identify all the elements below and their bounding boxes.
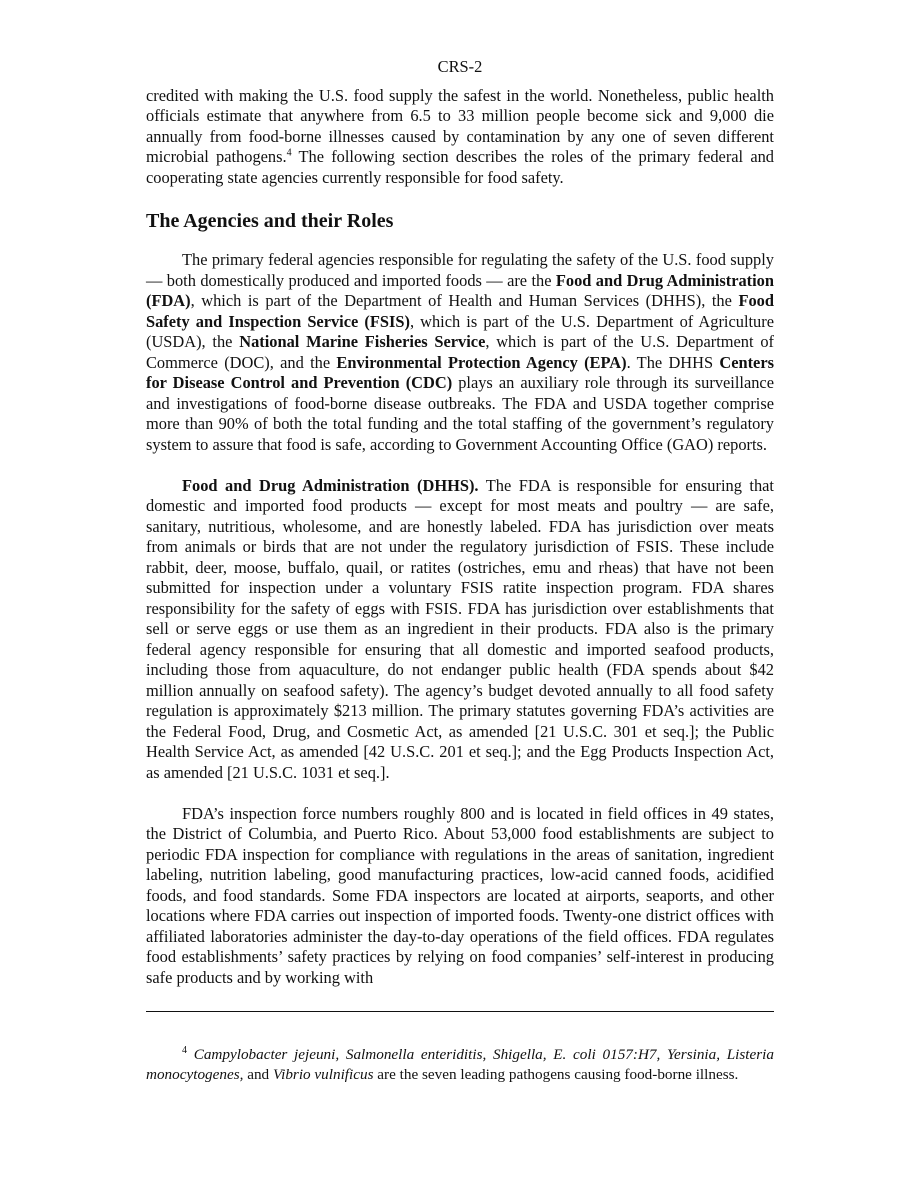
footnote-number: 4 xyxy=(182,1044,187,1056)
footnote-ref: 4 xyxy=(286,147,292,159)
footnote: $^4$ Campylobacter jejeuni, Salmonella enteriditis, Shigella, E. coli 0157:H7, Yersinia, Listeria monocytogenes, and Vibrio vulnificus are the seven leading pathogens causing food-borne illness. xyxy=(146,1044,774,1083)
paragraph-fda: Food and Drug Administration (DHHS). The FDA is responsible for ensuring that domestic and imported food products — except for most meats and poultry — are safe, sanitary, nutritious, wholesome, and are honestly labeled. FDA has jurisdiction over meats from animals or birds that are not under the regulatory jurisdiction of FSIS. These include rabbit, deer, moose, buffalo, quail, or ratites (ostriches, emu and rheas) that have not been submitted for inspection under a voluntary FSIS ratite inspection program. FDA shares responsibility for the safety of eggs with FSIS. FDA has jurisdiction over establishments that sell or serve eggs or use them as an ingredient in their products. FDA also is the primary federal agency responsible for ensuring that all domestic and imported seafood products, including those from aquaculture, do not endanger public health (FDA spends about $42 million annually on seafood safety). The agency’s budget devoted annually to all food safety regulation is approximately $213 million. The primary statutes governing FDA’s activities are the Federal Food, Drug, and Cosmetic Act, as amended [21 U.S.C. 301 et seq.]; the Public Health Service Act, as amended [42 U.S.C. 201 et seq.]; and the Egg Products Inspection Act, as amended [21 U.S.C. 1031 et seq.]. xyxy=(146,475,774,782)
footnote-divider xyxy=(146,1011,774,1012)
subsection-lead: Food and Drug Administration (DHHS). xyxy=(182,475,479,495)
page-header: CRS-2 xyxy=(437,57,483,76)
section-heading: The Agencies and their Roles xyxy=(146,210,394,232)
document-page xyxy=(146,0,774,1083)
paragraph-continuation: credited with making the U.S. food supply the safest in the world. Nonetheless, public health officials estimate that anywhere from 6.5 to 33 million people become sick and 9,000 die annually from food-borne illnesses caused by contamination by any one of seven different microbial pathogens.$^4$ The following section describes the roles of the primary federal and cooperating state agencies currently responsible for food safety. xyxy=(146,85,774,187)
paragraph-agencies: The primary federal agencies responsible for regulating the safety of the U.S. food supply — both domestically produced and imported foods — are the Food and Drug Administration (FDA), which is part of the Department of Health and Human Services (DHHS), the Food Safety and Inspection Service (FSIS), which is part of the U.S. Department of Agriculture (USDA), the National Marine Fisheries Service, which is part of the U.S. Department of Commerce (DOC), and the Environmental Protection Agency (EPA). The DHHS Centers for Disease Control and Prevention (CDC) plays an auxiliary role through its surveillance and investigations of food-borne disease outbreaks. The FDA and USDA together comprise more than 90% of both the total funding and the total staffing of the government’s regulatory system to assure that food is safe, according to Government Accounting Office (GAO) reports. xyxy=(146,250,774,454)
paragraph-fda-inspection: FDA’s inspection force numbers roughly 800 and is located in field offices in 49 states, the District of Columbia, and Puerto Rico. About 53,000 food establishments are subject to periodic FDA inspection for compliance with regulations in the areas of sanitation, ingredient labeling, nutrition labeling, good manufacturing practices, low-acid canned foods, acidified foods, and food standards. Some FDA inspectors are located at airports, seaports, and other locations where FDA carries out inspection of imported foods. Twenty-one district offices with affiliated laboratories administer the day-to-day operations of the field offices. FDA regulates food establishments’ safety practices by relying on food companies’ self-interest in producing safe products and by working with xyxy=(146,803,774,987)
